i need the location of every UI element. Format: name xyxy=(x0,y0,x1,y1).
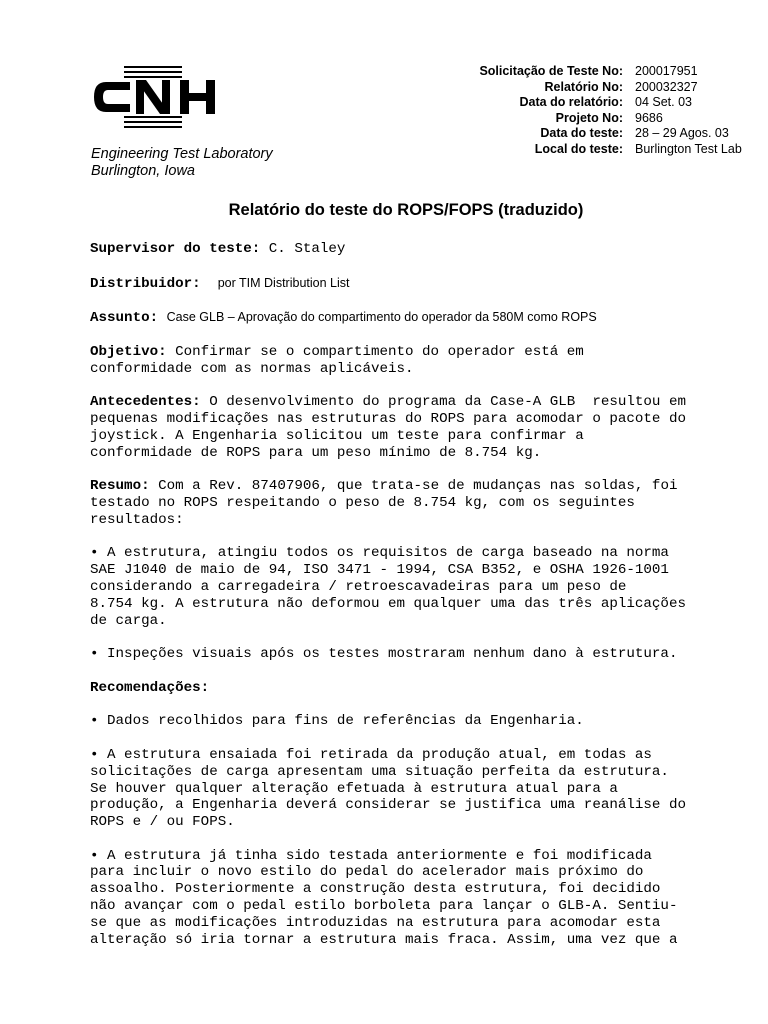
meta-row xyxy=(420,142,742,158)
supervisor-line xyxy=(90,241,740,258)
meta-label: Relatório No: xyxy=(544,79,623,94)
report-title: Relatório do teste do ROPS/FOPS (traduzido) xyxy=(228,201,584,219)
recomendacoes-label: Recomendações: xyxy=(90,679,210,696)
distribuidor-value: por TIM Distribution List xyxy=(217,275,350,290)
supervisor-label: Supervisor do teste: xyxy=(90,241,261,257)
cnh-logo xyxy=(90,66,218,128)
resumo-paragraph xyxy=(90,478,740,528)
distribuidor-line xyxy=(90,275,740,293)
antecedentes-text: O desenvolvimento do programa da Case-A GLB resultou em pequenas modificações nas estruturas do ROPS para acomodar o pacote do joystick. A Engenharia solicitou um teste para confirmar a conformidade de ROPS para um peso mínimo de 8.754 kg. xyxy=(90,394,686,461)
antecedentes-label: Antecedentes: xyxy=(90,394,201,411)
resumo-label: Resumo: xyxy=(90,478,150,495)
meta-row xyxy=(420,95,742,111)
resumo-text: Com a Rev. 87407906, que trata-se de mudanças nas soldas, foi testado no ROPS respeitando o peso de 8.754 kg, com os seguintes resultados: xyxy=(90,478,678,528)
distribuidor-label: Distribuidor: xyxy=(90,275,201,292)
meta-label: Data do teste: xyxy=(540,126,623,141)
meta-value: 9686 xyxy=(635,110,663,125)
antecedentes-paragraph xyxy=(90,394,740,461)
meta-value: 04 Set. 03 xyxy=(635,95,692,110)
lab-location: Burlington, Iowa xyxy=(91,163,195,179)
objetivo-text: Confirmar se o compartimento do operador está em conformidade com as normas aplicáveis. xyxy=(90,343,584,377)
assunto-value: Case GLB – Aprovação do compartimento do operador da 580M como ROPS xyxy=(166,310,597,325)
assunto-label: Assunto: xyxy=(90,310,159,327)
report-body xyxy=(90,241,740,965)
lab-name: Engineering Test Laboratory xyxy=(91,146,273,162)
meta-row xyxy=(420,64,742,80)
meta-value: 200017951 xyxy=(635,64,698,78)
meta-value: 28 – 29 Agos. 03 xyxy=(635,126,729,141)
recomendacao-bullet: • Dados recolhidos para fins de referências da Engenharia. xyxy=(90,713,584,730)
resumo-bullet: • A estrutura, atingiu todos os requisitos de carga baseado na norma SAE J1040 de maio de 94, ISO 3471 - 1994, CSA B352, e OSHA 1926-1001 considerando a carregadeira / retroescavadeiras para um peso de 8.754 kg. A estrutura não deformou em qualquer uma das três aplicações de carga. xyxy=(90,545,686,629)
lab-info xyxy=(91,146,273,180)
meta-label: Projeto No: xyxy=(555,110,623,125)
meta-label: Local do teste: xyxy=(534,141,623,156)
recomendacao-bullet: • A estrutura já tinha sido testada anteriormente e foi modificada para incluir o novo estilo do pedal do acelerador mais próximo do assoalho. Posteriormente a construção desta estrutura, foi decidido não avançar com o pedal estilo borboleta para lançar o GLB-A. Sentiu- se que as modificações introduzidas na estrutura para acomodar esta alteração só iria tornar a estrutura mais fraca. Assim, uma vez que a xyxy=(90,847,678,948)
resumo-bullet: • Inspeções visuais após os testes mostraram nenhum dano à estrutura. xyxy=(90,646,678,663)
meta-row xyxy=(420,126,742,142)
recomendacao-bullet: • A estrutura ensaiada foi retirada da produção atual, em todas as solicitações de carga apresentam uma situação perfeita da estrutura. Se houver qualquer alteração efetuada à estrutura atual para a produção, a Engenharia deverá considerar se justifica uma reanálise do ROPS e / ou FOPS. xyxy=(90,746,686,831)
meta-row xyxy=(420,80,742,96)
assunto-line xyxy=(90,309,740,327)
meta-value: 200032327 xyxy=(635,79,698,94)
recomendacoes-heading xyxy=(90,680,740,697)
meta-label: Data do relatório: xyxy=(519,95,623,110)
supervisor-value: C. Staley xyxy=(268,241,346,257)
objetivo-label: Objetivo: xyxy=(90,343,167,360)
objetivo-paragraph xyxy=(90,344,740,378)
meta-value: Burlington Test Lab xyxy=(635,141,742,156)
meta-label: Solicitação de Teste No: xyxy=(479,64,623,78)
meta-row xyxy=(420,111,742,127)
report-metadata xyxy=(420,64,742,158)
